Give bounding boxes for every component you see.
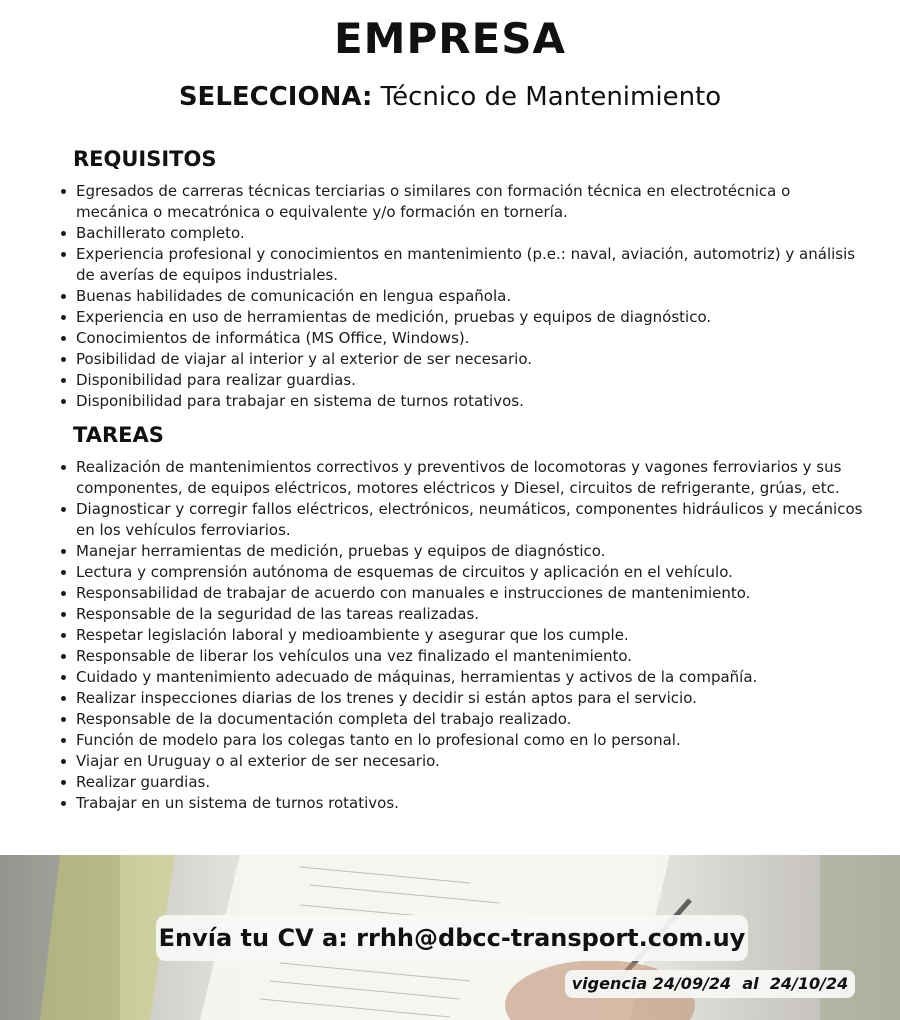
requisitos-item: Bachillerato completo.: [76, 223, 866, 244]
tareas-item: Realización de mantenimientos correctivos y preventivos de locomotoras y vagones ferroviarios y sus componentes, de equipos eléctricos, motores eléctricos y Diesel, circuitos de refrigerante, grúas, etc.: [76, 457, 866, 499]
requisitos-list: [76, 181, 866, 412]
tareas-item: Responsable de la seguridad de las tareas realizadas.: [76, 604, 866, 625]
tareas-heading: TAREAS: [73, 423, 164, 447]
cv-email-banner: Envía tu CV a: rrhh@dbcc-transport.com.uy: [156, 915, 748, 961]
requisitos-item: Experiencia en uso de herramientas de medición, pruebas y equipos de diagnóstico.: [76, 307, 866, 328]
tareas-item: Diagnosticar y corregir fallos eléctricos, electrónicos, neumáticos, componentes hidráulicos y mecánicos en los vehículos ferroviarios.: [76, 499, 866, 541]
requisitos-item: Disponibilidad para realizar guardias.: [76, 370, 866, 391]
tareas-item: Viajar en Uruguay o al exterior de ser necesario.: [76, 751, 866, 772]
tareas-item: Realizar guardias.: [76, 772, 866, 793]
requisitos-heading: REQUISITOS: [73, 147, 217, 171]
tareas-item: Respetar legislación laboral y medioambiente y asegurar que los cumple.: [76, 625, 866, 646]
requisitos-item: Experiencia profesional y conocimientos en mantenimiento (p.e.: naval, aviación, automotriz) y análisis de averías de equipos industriales.: [76, 244, 866, 286]
tareas-item: Responsable de la documentación completa del trabajo realizado.: [76, 709, 866, 730]
tareas-item: Trabajar en un sistema de turnos rotativos.: [76, 793, 866, 814]
tareas-list: [76, 457, 866, 814]
tareas-item: Responsabilidad de trabajar de acuerdo con manuales e instrucciones de mantenimiento.: [76, 583, 866, 604]
requisitos-item: Buenas habilidades de comunicación en lengua española.: [76, 286, 866, 307]
company-title: EMPRESA: [333, 14, 567, 63]
tareas-item: Lectura y comprensión autónoma de esquemas de circuitos y aplicación en el vehículo.: [76, 562, 866, 583]
validity-dates: vigencia 24/09/24 al 24/10/24: [565, 970, 855, 998]
tareas-item: Realizar inspecciones diarias de los trenes y decidir si están aptos para el servicio.: [76, 688, 866, 709]
requisitos-item: Conocimientos de informática (MS Office, Windows).: [76, 328, 866, 349]
requisitos-item: Posibilidad de viajar al interior y al exterior de ser necesario.: [76, 349, 866, 370]
tareas-item: Manejar herramientas de medición, pruebas y equipos de diagnóstico.: [76, 541, 866, 562]
selecciona-label: SELECCIONA:: [178, 82, 373, 112]
position-subtitle: [0, 82, 900, 112]
tareas-item: Responsable de liberar los vehículos una vez finalizado el mantenimiento.: [76, 646, 866, 667]
requisitos-item: Disponibilidad para trabajar en sistema de turnos rotativos.: [76, 391, 866, 412]
position-name: Técnico de Mantenimiento: [380, 82, 722, 112]
requisitos-item: Egresados de carreras técnicas terciarias o similares con formación técnica en electrotécnica o mecánica o mecatrónica o equivalente y/o formación en tornería.: [76, 181, 866, 223]
tareas-item: Cuidado y mantenimiento adecuado de máquinas, herramientas y activos de la compañía.: [76, 667, 866, 688]
tareas-item: Función de modelo para los colegas tanto en lo profesional como en lo personal.: [76, 730, 866, 751]
